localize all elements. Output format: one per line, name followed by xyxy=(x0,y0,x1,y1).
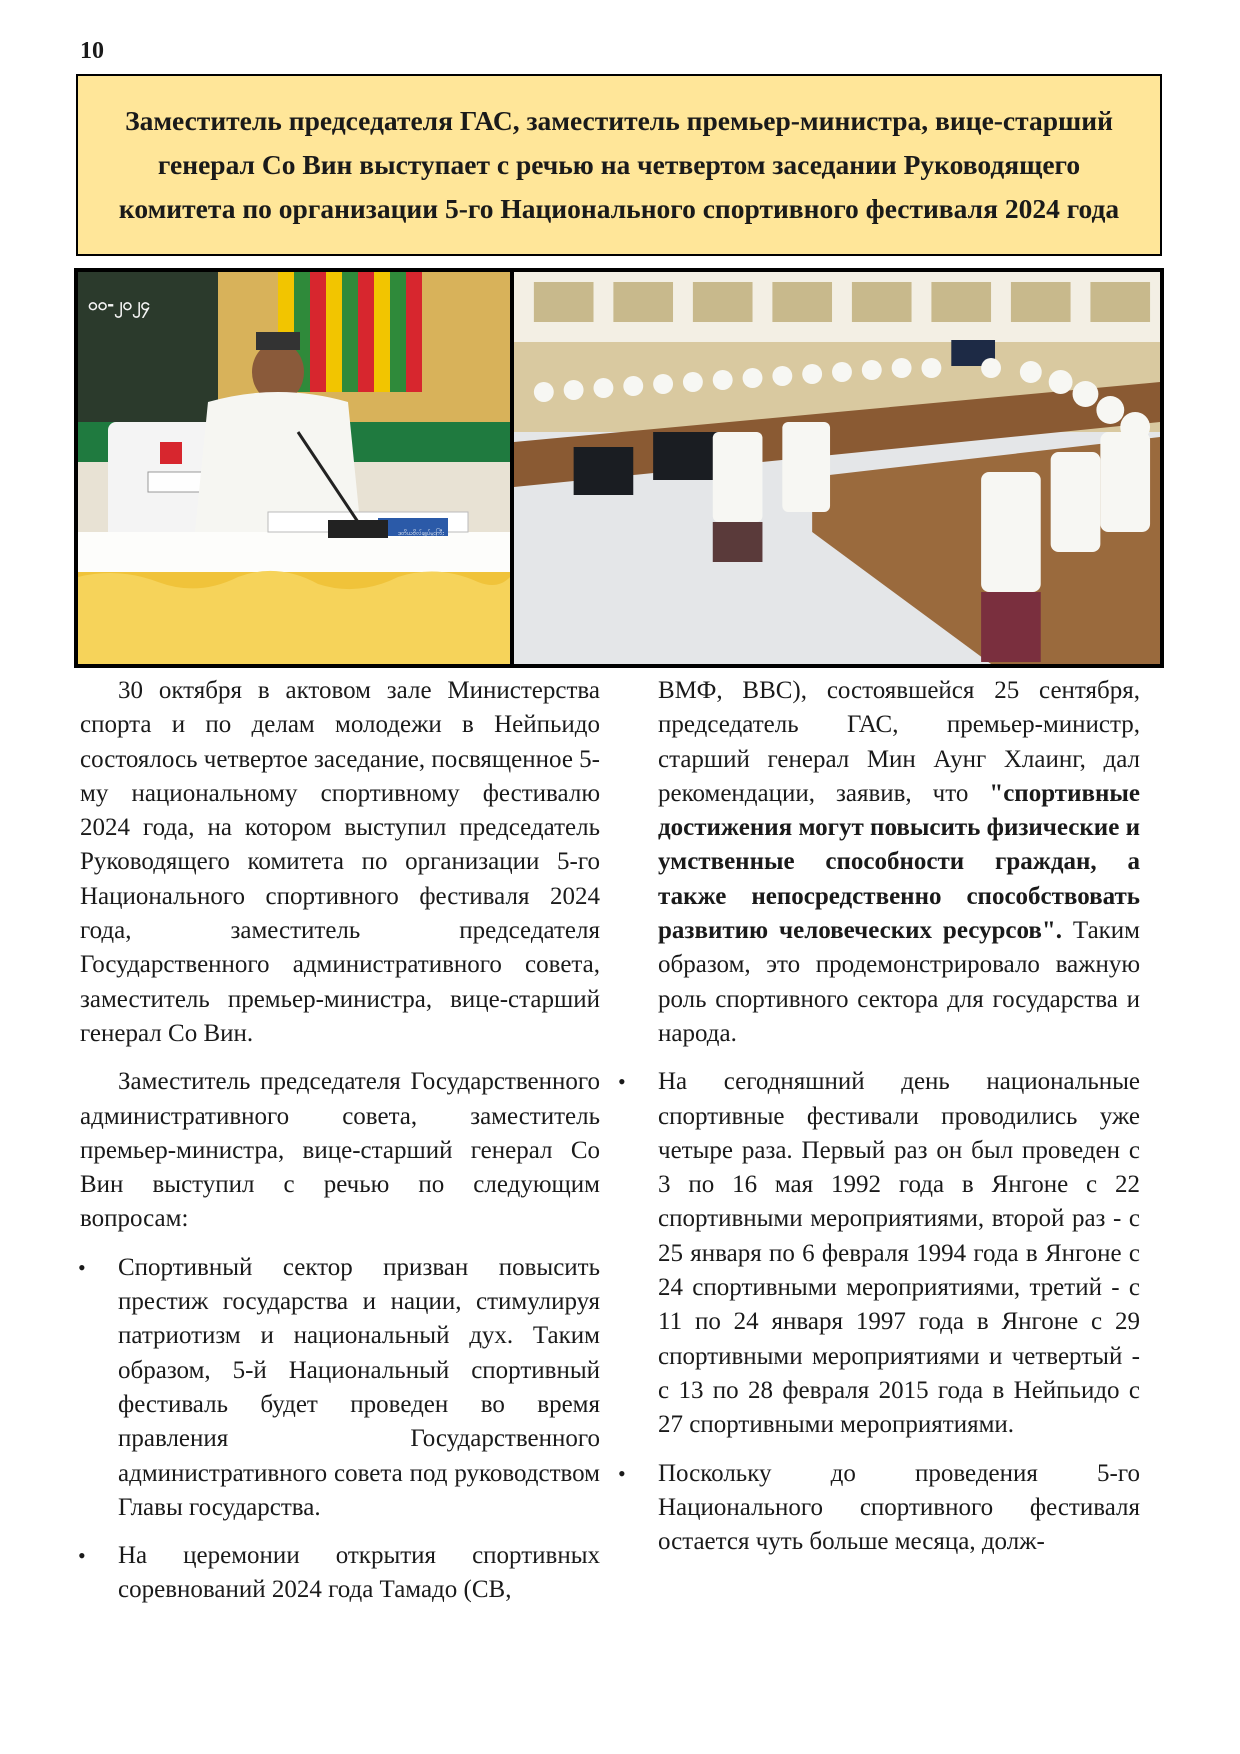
speaker-photo xyxy=(78,272,510,664)
right-column xyxy=(620,674,1140,1559)
meeting-photo xyxy=(514,272,1160,664)
page-number: 10 xyxy=(80,38,104,64)
intro-paragraph: 30 октября в актовом зале Министерства спорта и по делам молодежи в Нейпьидо состоялось четвертое заседание, посвященное 5-му национальному спортивному фестивалю 2024 года, на котором выступил председатель Руководящего комитета по организации 5-го Национального спортивного фестиваля 2024 года, заместитель председателя Государственного административного совета, заместитель премьер-министра, вице-старший генерал Со Вин. xyxy=(80,677,601,1047)
bullet-continuation xyxy=(620,674,1140,1051)
bullet-item: • На сегодняшний день национальные спортивные фестивали проводились уже четыре раза. Первый раз он был проведен с 3 по 16 мая 1992 года в Янгоне с 22 спортивными мероприятиями, второй раз - с 25 января по 6 февраля 1994 года в Янгоне с 24 спортивными мероприятиями, третий - с 11 по 24 января 1997 года в Янгоне с 29 спортивными мероприятиями и четвертый - с 13 по 28 февраля 2015 года в Нейпьидо с 27 спортивными мероприятиями. xyxy=(620,1065,1140,1442)
date-stamp: ၀၀-၂၀၂၄ xyxy=(88,295,151,315)
quote-text: "спортивные достижения могут повысить физические и умственные способности граждан, а также непосредственно способствовать развитию человеческих ресурсов". xyxy=(658,779,1140,945)
speech-intro-paragraph: Заместитель председателя Государственного административного совета, заместитель премьер-министра, вице-старший генерал Со Вин выступил с речью по следующим вопросам: xyxy=(80,1068,600,1233)
nameplate: ဒုတိယဗိုလ်ချုပ်မှူးကြီး xyxy=(398,530,444,537)
bullet-continuation-text: ВМФ, ВВС), состоявшейся 25 сентября, председатель ГАС, премьер-министр, старший генерал Мин Аунг Хлаинг, дал рекомендации, заявив, что xyxy=(658,677,1140,807)
speaker-photo-image xyxy=(78,272,510,664)
bullet-item: • Спортивный сектор призван повысить престиж государства и нации, стимулируя патриотизм и национальный дух. Таким образом, 5-й Национальный спортивный фестиваль будет проведен во время правления Государственного административного совета под руководством Главы государства. xyxy=(80,1251,600,1525)
photo-strip xyxy=(74,268,1164,668)
meeting-photo-image xyxy=(514,272,1160,664)
headline-box xyxy=(76,74,1162,256)
left-column xyxy=(80,674,600,1608)
headline: Заместитель председателя ГАС, заместитель премьер-министра, вице-старший генерал Со Вин выступает с речью на четвертом заседании Руководящего комитета по организации 5-го Национального спортивного фестиваля 2024 года xyxy=(118,105,1120,224)
bullet-item: • Поскольку до проведения 5-го Национального спортивного фестиваля остается чуть больше месяца, долж- xyxy=(620,1457,1140,1560)
bullet-item: • На церемонии открытия спортивных соревнований 2024 года Тамадо (СВ, xyxy=(80,1539,600,1608)
bullet-continuation-end: Таким образом, это продемонстрировало важную роль спортивного сектора для государства и народа. xyxy=(658,917,1141,1047)
